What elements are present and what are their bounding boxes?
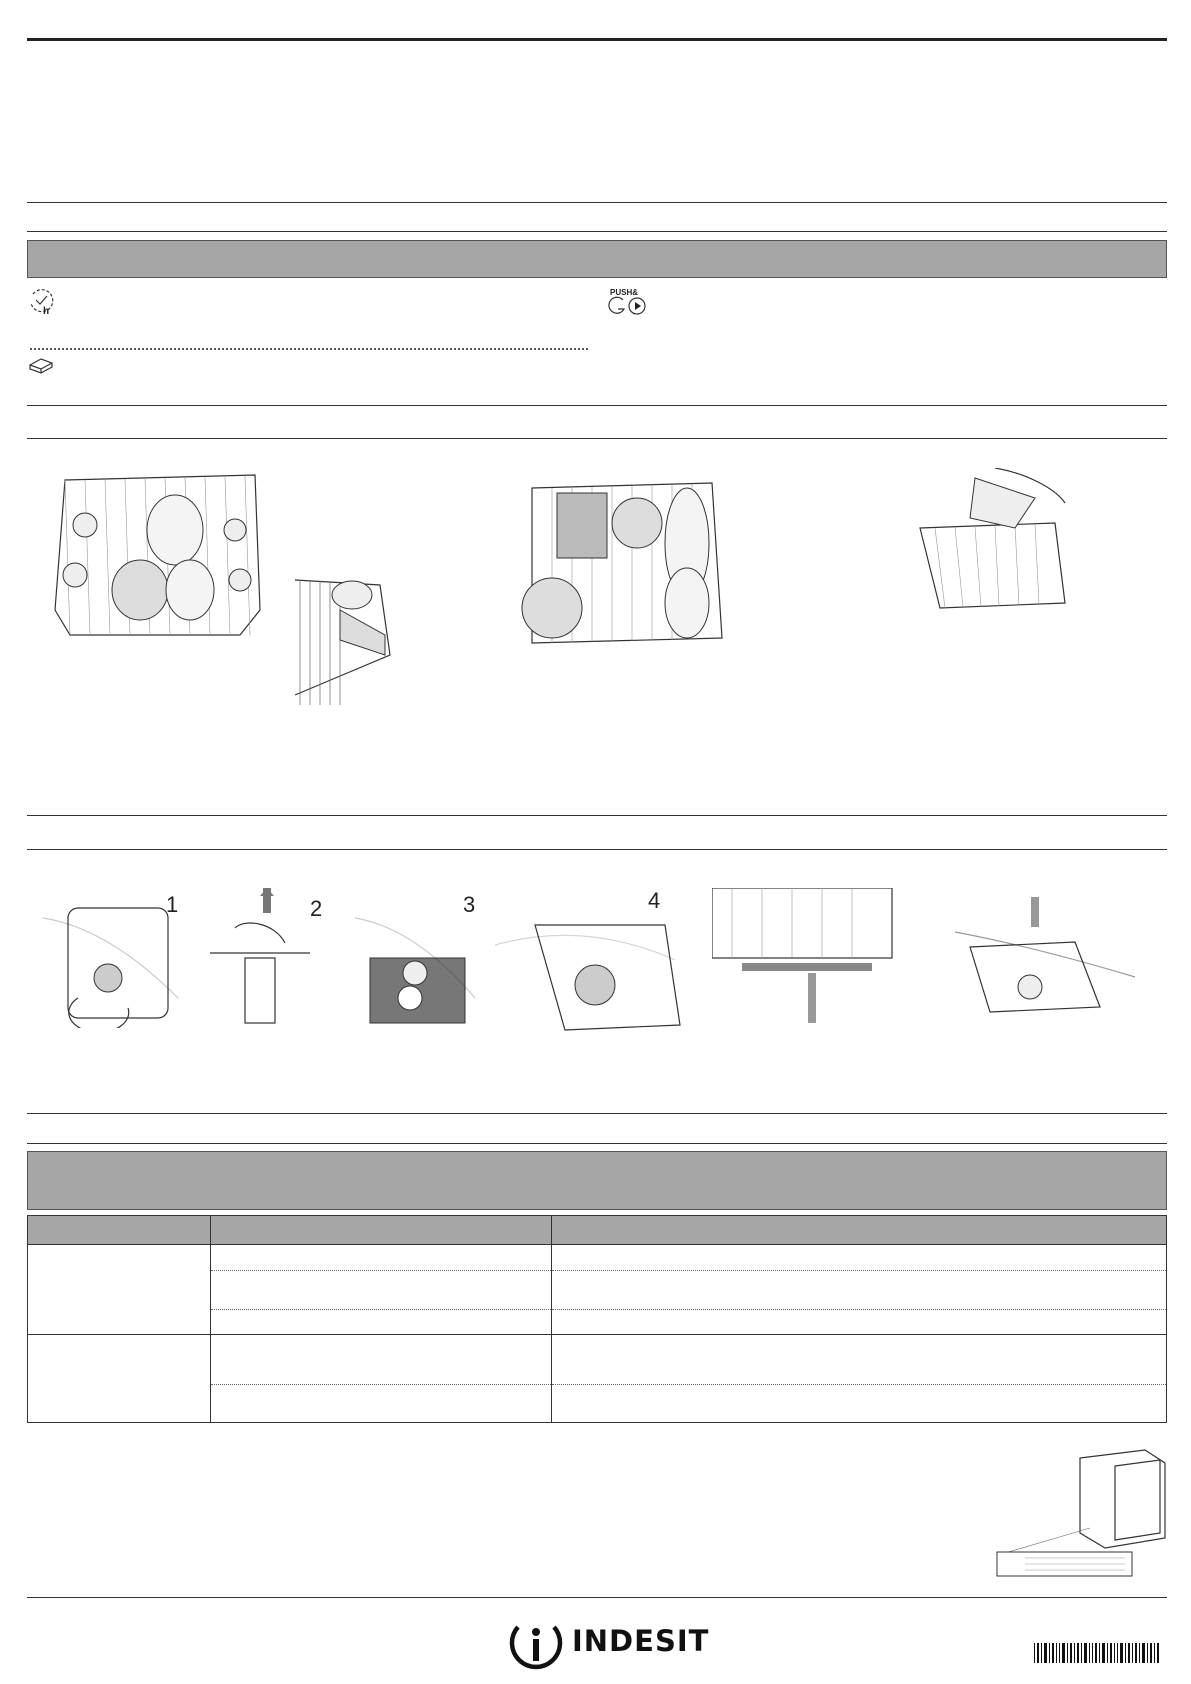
spray-arm-removal-illustration xyxy=(712,888,897,1028)
footer-rule xyxy=(27,1597,1167,1598)
troubleshooting-header-band xyxy=(27,1151,1167,1210)
section-rule xyxy=(27,849,1167,850)
step-number: 3 xyxy=(463,892,476,917)
upper-spray-arm-illustration xyxy=(955,897,1145,1017)
table-cell xyxy=(552,1385,1167,1423)
section-header-band xyxy=(27,240,1167,278)
table-cell xyxy=(211,1335,552,1385)
step-number: 1 xyxy=(166,892,179,917)
filter-step-2-illustration xyxy=(205,888,315,1028)
table-cell xyxy=(552,1335,1167,1385)
clock-hours-icon xyxy=(27,287,55,315)
table-header-row xyxy=(28,1216,1167,1245)
troubleshooting-table xyxy=(27,1215,1167,1423)
step-number: 4 xyxy=(648,888,661,913)
brand-name: INDESIT xyxy=(572,1624,710,1658)
lower-rack-illustration xyxy=(512,473,732,653)
rating-plate-illustration xyxy=(995,1448,1170,1578)
table-cell xyxy=(552,1310,1167,1335)
detergent-tablet-icon xyxy=(27,354,55,376)
table-cell xyxy=(211,1310,552,1335)
top-rule xyxy=(27,38,1167,41)
barcode xyxy=(1034,1643,1160,1663)
section-rule xyxy=(27,405,1167,406)
section-rule xyxy=(27,815,1167,816)
indesit-logo-icon xyxy=(508,1617,564,1673)
table-cell xyxy=(552,1271,1167,1310)
section-rule xyxy=(27,1143,1167,1144)
section-rule xyxy=(27,438,1167,439)
table-row xyxy=(28,1335,1167,1385)
table-cell xyxy=(211,1271,552,1310)
table-cell xyxy=(211,1385,552,1423)
section-rule xyxy=(27,231,1167,232)
column-header xyxy=(211,1216,552,1245)
section-rule xyxy=(27,202,1167,203)
svg-text:h: h xyxy=(43,306,50,315)
step-number: 2 xyxy=(310,896,323,921)
table-row xyxy=(28,1245,1167,1271)
table-cell xyxy=(211,1245,552,1271)
cutlery-basket-illustration xyxy=(915,468,1095,618)
table-cell xyxy=(552,1245,1167,1271)
table-cell xyxy=(28,1335,211,1423)
push-go-top-label: PUSH& xyxy=(610,288,639,297)
push-go-icon xyxy=(608,288,648,317)
column-header xyxy=(552,1216,1167,1245)
section-rule xyxy=(27,1113,1167,1114)
dotted-divider xyxy=(30,348,588,350)
table-cell xyxy=(28,1245,211,1335)
upper-rack-illustration xyxy=(45,460,265,650)
rack-detail-illustration xyxy=(290,555,400,710)
column-header xyxy=(28,1216,211,1245)
